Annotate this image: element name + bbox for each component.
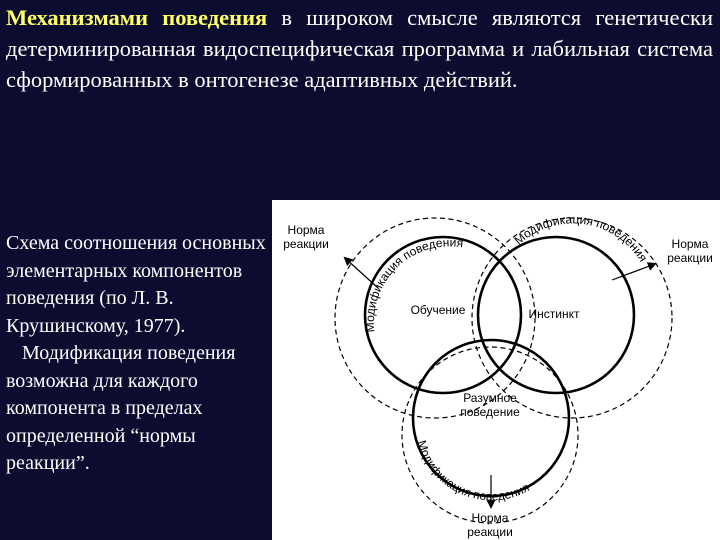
norm-label-bottom-2: реакции xyxy=(467,525,513,539)
norm-label-left-1: Норма xyxy=(287,223,325,237)
label-reasoning-2: поведение xyxy=(460,405,520,419)
norm-label-right-1: Норма xyxy=(671,237,709,251)
label-instinct: Инстинкт xyxy=(528,307,580,321)
caption-note: Модификация поведения возможна для каждого компонента в пределах определенной “нормы реакции”. xyxy=(6,342,236,474)
definition-term: Механизмами поведения xyxy=(6,5,268,30)
label-reasoning-1: Разумное xyxy=(463,391,517,405)
behavior-diagram xyxy=(272,200,720,540)
norm-label-left-2: реакции xyxy=(283,237,329,251)
definition-paragraph xyxy=(6,2,713,95)
arc-label-learning: Модификация поведения xyxy=(362,235,465,333)
norm-label-bottom-1: Норма xyxy=(471,511,509,525)
arc-label-instinct: Модификация поведения xyxy=(511,212,651,265)
label-learning: Обучение xyxy=(410,303,466,317)
norm-label-right-2: реакции xyxy=(667,251,713,265)
diagram-caption xyxy=(6,230,268,478)
arc-label-reasoning: Модификация поведения xyxy=(414,438,532,504)
definition-rest: в широком смысле являются генетически детерминированная видоспецифическая программа и лабильная система сформированных в онтогенезе адаптивных действий. xyxy=(6,5,713,92)
venn-diagram-svg xyxy=(272,200,720,540)
caption-source: Схема соотношения основных элементарных компонентов поведения (по Л. В. Крушинскому, 1977). xyxy=(6,232,266,337)
